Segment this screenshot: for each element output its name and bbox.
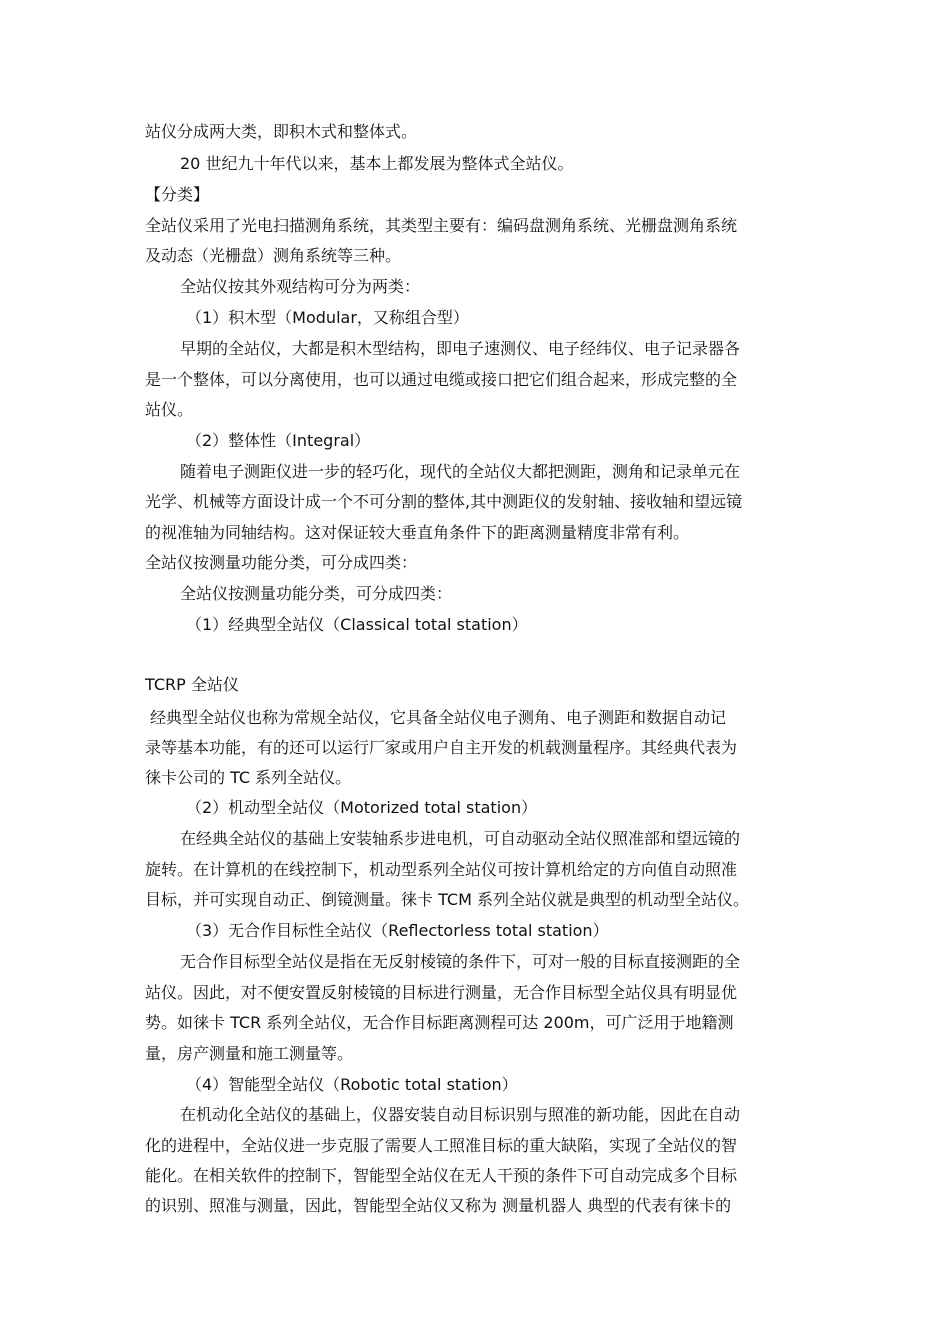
text-line: 徕卡公司的 TC 系列全站仪。 bbox=[145, 768, 352, 787]
subheading: （2）整体性（Integral） bbox=[186, 431, 371, 450]
subheading: （3）无合作目标性全站仪（Reflectorless total station） bbox=[186, 921, 609, 940]
text-line: 录等基本功能，有的还可以运行厂家或用户自主开发的机载测量程序。其经典代表为 bbox=[145, 738, 738, 757]
text-line: 势。如徕卡 TCR 系列全站仪，无合作目标距离测程可达 200m，可广泛用于地籍测 bbox=[145, 1013, 734, 1032]
text-line: 20 世纪九十年代以来，基本上都发展为整体式全站仪。 bbox=[180, 154, 574, 173]
text-line: 在经典全站仪的基础上安装轴系步进电机，可自动驱动全站仪照准部和望远镜的 bbox=[180, 829, 741, 848]
subheading: （2）机动型全站仪（Motorized total station） bbox=[186, 798, 538, 817]
text-line: 全站仪按其外观结构可分为两类： bbox=[180, 277, 421, 296]
text-line: 早期的全站仪，大都是积木型结构，即电子速测仪、电子经纬仪、电子记录器各 bbox=[180, 339, 741, 358]
subheading: （4）智能型全站仪（Robotic total station） bbox=[186, 1075, 518, 1094]
text-line: 全站仪采用了光电扫描测角系统，其类型主要有：编码盘测角系统、光栅盘测角系统 bbox=[145, 216, 738, 235]
text-line: 全站仪按测量功能分类，可分成四类： bbox=[180, 584, 453, 603]
text-line: 全站仪按测量功能分类，可分成四类： bbox=[145, 553, 418, 572]
text-line: 能化。在相关软件的控制下，智能型全站仪在无人干预的条件下可自动完成多个目标 bbox=[145, 1166, 738, 1185]
text-line: 无合作目标型全站仪是指在无反射棱镜的条件下，可对一般的目标直接测距的全 bbox=[180, 952, 741, 971]
text-line: 目标，并可实现自动正、倒镜测量。徕卡 TCM 系列全站仪就是典型的机动型全站仪。 bbox=[145, 890, 749, 909]
text-line: 光学、机械等方面设计成一个不可分割的整体,其中测距仪的发射轴、接收轴和望远镜 bbox=[145, 492, 743, 511]
subheading: （1）经典型全站仪（Classical total station） bbox=[186, 615, 528, 634]
text-line: 的识别、照准与测量，因此，智能型全站仪又称为 测量机器人 典型的代表有徕卡的 bbox=[145, 1196, 732, 1215]
text-line: 的视准轴为同轴结构。这对保证较大垂直角条件下的距离测量精度非常有利。 bbox=[145, 523, 690, 542]
text-line: 在机动化全站仪的基础上，仪器安装自动目标识别与照准的新功能，因此在自动 bbox=[180, 1105, 741, 1124]
text-line: 及动态（光栅盘）测角系统等三种。 bbox=[145, 246, 402, 265]
text-line: 随着电子测距仪进一步的轻巧化，现代的全站仪大都把测距，测角和记录单元在 bbox=[180, 462, 741, 481]
section-heading: TCRP 全站仪 bbox=[145, 675, 239, 694]
text-line: 站仪。因此，对不便安置反射棱镜的目标进行测量，无合作目标型全站仪具有明显优 bbox=[145, 983, 738, 1002]
text-line: 经典型全站仪也称为常规全站仪，它具备全站仪电子测角、电子测距和数据自动记 bbox=[150, 708, 727, 727]
text-line: 旋转。在计算机的在线控制下，机动型系列全站仪可按计算机给定的方向值自动照准 bbox=[145, 860, 738, 879]
subheading: （1）积木型（Modular，又称组合型） bbox=[186, 308, 469, 327]
text-line: 化的进程中，全站仪进一步克服了需要人工照准目标的重大缺陷，实现了全站仪的智 bbox=[145, 1136, 738, 1155]
text-line: 量，房产测量和施工测量等。 bbox=[145, 1044, 354, 1063]
text-line: 是一个整体，可以分离使用，也可以通过电缆或接口把它们组合起来，形成完整的全 bbox=[145, 370, 738, 389]
text-line: 站仪。 bbox=[145, 400, 194, 419]
text-line: 站仪分成两大类，即积木式和整体式。 bbox=[145, 122, 418, 141]
section-heading: 【分类】 bbox=[145, 185, 210, 204]
